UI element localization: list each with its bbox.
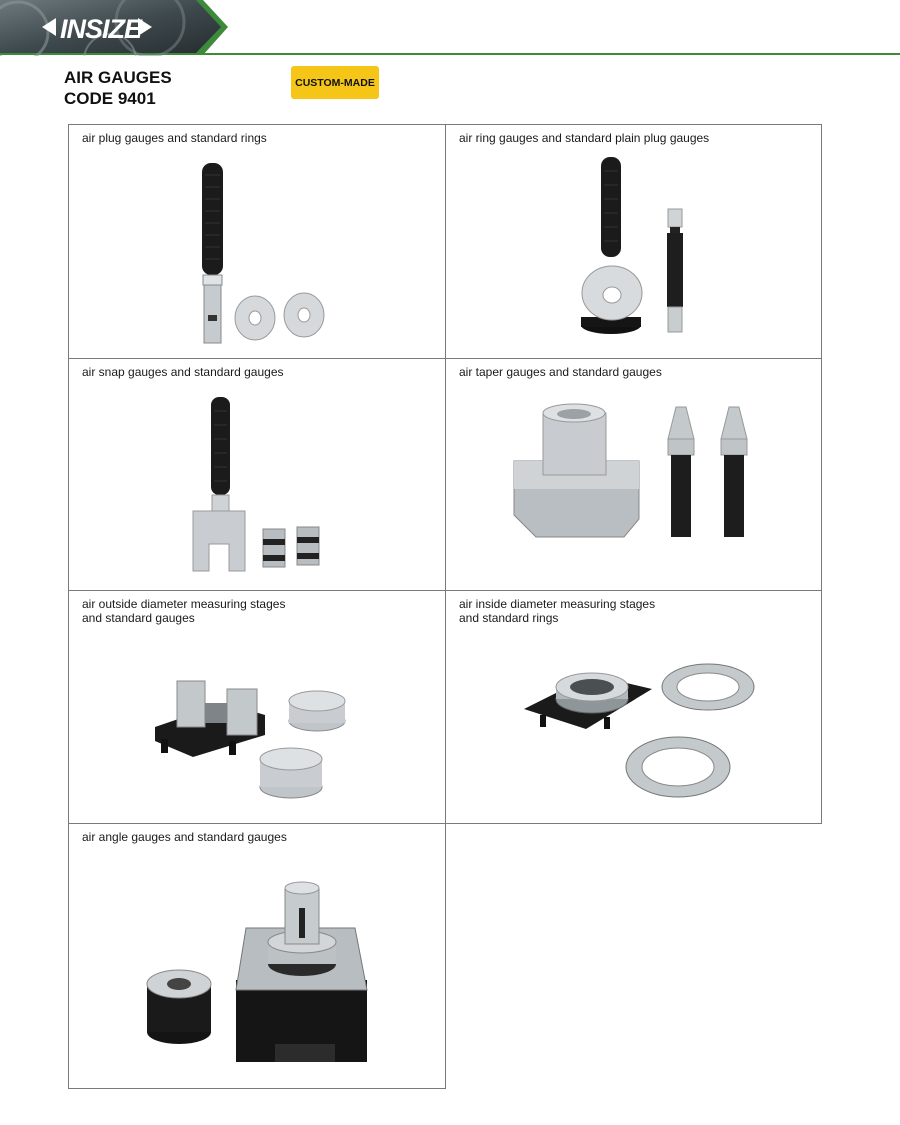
inside-diameter-stage-illustration <box>446 591 823 825</box>
custom-made-badge: CUSTOM-MADE <box>291 66 379 99</box>
product-caption: air taper gauges and standard gauges <box>459 365 662 379</box>
product-cell-outside-diameter-stages <box>68 590 446 824</box>
product-cell-angle-gauges <box>68 823 446 1089</box>
page-title <box>64 67 172 109</box>
product-cell-snap-gauges <box>68 358 446 591</box>
title-line-1: AIR GAUGES <box>64 68 172 87</box>
product-caption: air angle gauges and standard gauges <box>82 830 287 844</box>
product-cell-taper-gauges <box>445 358 822 591</box>
product-cell-ring-gauges <box>445 124 822 359</box>
air-ring-gauge-illustration <box>446 125 823 360</box>
product-cell-inside-diameter-stages <box>445 590 822 824</box>
outside-diameter-stage-illustration <box>69 591 447 825</box>
product-cell-plug-gauges <box>68 124 446 359</box>
product-caption: air ring gauges and standard plain plug gauges <box>459 131 710 145</box>
product-caption: air outside diameter measuring stages and standard gauges <box>82 597 286 625</box>
title-line-2: CODE 9401 <box>64 89 156 108</box>
product-caption: air snap gauges and standard gauges <box>82 365 284 379</box>
air-taper-gauge-illustration <box>446 359 823 592</box>
air-plug-gauge-illustration <box>69 125 447 360</box>
product-caption: air plug gauges and standard rings <box>82 131 267 145</box>
brand-logo: INSIZE <box>60 14 142 44</box>
air-angle-gauge-illustration <box>69 824 447 1090</box>
product-caption: air inside diameter measuring stages and standard rings <box>459 597 656 625</box>
air-snap-gauge-illustration <box>69 359 447 592</box>
page-header <box>0 0 900 56</box>
